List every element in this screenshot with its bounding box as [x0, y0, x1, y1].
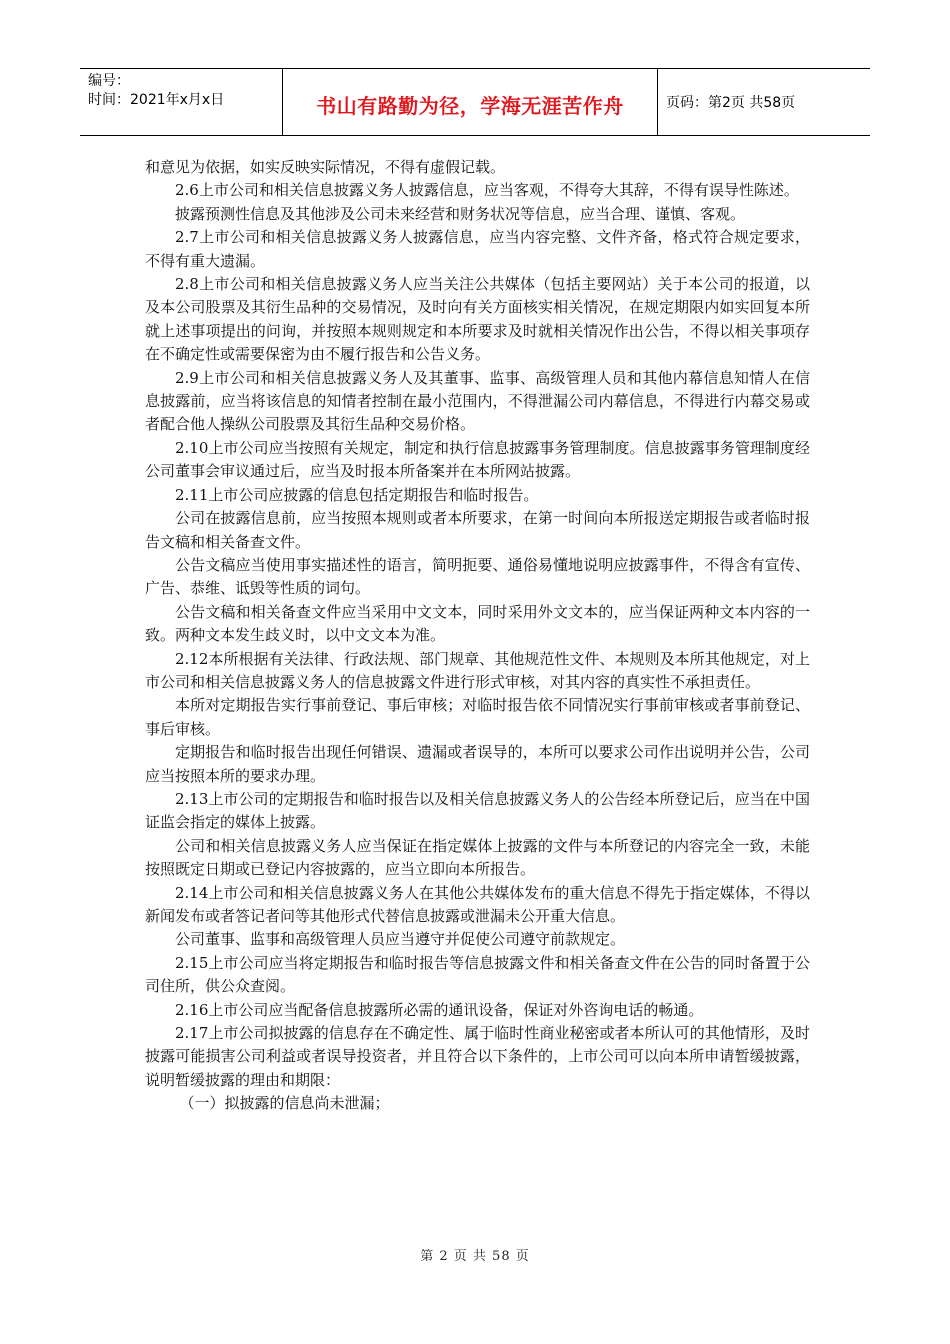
date-label: 时间：2021年x月x日: [88, 92, 225, 108]
paragraph: 2.11上市公司应披露的信息包括定期报告和临时报告。: [175, 485, 539, 504]
paragraph: 公司在披露信息前，应当按照本规则或者本所要求，在第一时间向本所报送定期报告或者临时报告文稿和相关备查文件。: [145, 509, 810, 551]
paragraph: 2.15上市公司应当将定期报告和临时报告等信息披露文件和相关备查文件在公告的同时备置于公司住所，供公众查阅。: [145, 953, 810, 996]
document-header: [80, 68, 870, 136]
header-page-info: 页码：第2页 共58页: [666, 95, 796, 111]
page-footer: 第 2 页 共 58 页: [420, 1249, 530, 1264]
header-left-cell: [80, 69, 282, 135]
paragraph: 2.9上市公司和相关信息披露义务人及其董事、监事、高级管理人员和其他内幕信息知情人在信息披露前，应当将该信息的知情者控制在最小范围内，不得泄漏公司内幕信息，不得进行内幕交易或者配合他人操纵公司股票及其衍生品种交易价格。: [145, 368, 810, 434]
paragraph: 2.6上市公司和相关信息披露义务人披露信息，应当客观，不得夸大其辞，不得有误导性陈述。: [175, 181, 799, 200]
number-label: 编号：: [88, 73, 130, 89]
paragraph: 公告文稿应当使用事实描述性的语言，简明扼要、通俗易懂地说明应披露事件，不得含有宣传、广告、恭维、诋毁等性质的词句。: [145, 555, 810, 598]
paragraph: 2.14上市公司和相关信息披露义务人在其他公共媒体发布的重大信息不得先于指定媒体，不得以新闻发布或者答记者问等其他形式代替信息披露或泄漏未公开重大信息。: [145, 883, 810, 925]
paragraph: 2.8上市公司和相关信息披露义务人应当关注公共媒体（包括主要网站）关于本公司的报道，以及本公司股票及其衍生品种的交易情况，及时向有关方面核实相关情况，在规定期限内如实回复本所就上述事项提出的问询，并按照本规则规定和本所要求及时就相关情况作出公告，不得以相关事项存在不确定性或需要保密为由不履行报告和公告义务。: [145, 275, 810, 364]
paragraph: 2.13上市公司的定期报告和临时报告以及相关信息披露义务人的公告经本所登记后，应当在中国证监会指定的媒体上披露。: [145, 789, 810, 832]
paragraph: 本所对定期报告实行事前登记、事后审核；对临时报告依不同情况实行事前审核或者事前登记、事后审核。: [145, 696, 810, 738]
paragraph: 披露预测性信息及其他涉及公司未来经营和财务状况等信息，应当合理、谨慎、客观。: [175, 204, 746, 223]
paragraph: 公司和相关信息披露义务人应当保证在指定媒体上披露的文件与本所登记的内容完全一致，未能按照既定日期或已登记内容披露的，应当立即向本所报告。: [145, 836, 810, 879]
paragraph: 公告文稿和相关备查文件应当采用中文文本，同时采用外文文本的，应当保证两种文本内容的一致。两种文本发生歧义时，以中文文本为准。: [145, 602, 810, 645]
list-item: （一）拟披露的信息尚未泄漏；: [179, 1094, 390, 1113]
paragraph: 2.12本所根据有关法律、行政法规、部门规章、其他规范性文件、本规则及本所其他规定，对上市公司和相关信息披露义务人的信息披露文件进行形式审核，对其内容的真实性不承担责任。: [145, 649, 810, 691]
paragraph: 2.7上市公司和相关信息披露义务人披露信息，应当内容完整、文件齐备，格式符合规定要求，不得有重大遗漏。: [145, 228, 810, 270]
paragraph: 2.16上市公司应当配备信息披露所必需的通讯设备，保证对外咨询电话的畅通。: [175, 1000, 704, 1019]
header-motto: 书山有路勤为径，学海无涯苦作舟: [282, 69, 658, 135]
paragraph: 公司董事、监事和高级管理人员应当遵守并促使公司遵守前款规定。: [175, 930, 626, 949]
document-body: [145, 156, 810, 1116]
paragraph: 2.10上市公司应当按照有关规定，制定和执行信息披露事务管理制度。信息披露事务管理制度经公司董事会审议通过后，应当及时报本所备案并在本所网站披露。: [145, 438, 810, 481]
paragraph: 定期报告和临时报告出现任何错误、遗漏或者误导的，本所可以要求公司作出说明并公告，公司应当按照本所的要求办理。: [145, 743, 810, 785]
paragraph: 和意见为依据，如实反映实际情况，不得有虚假记载。: [145, 158, 506, 176]
paragraph: 2.17上市公司拟披露的信息存在不确定性、属于临时性商业秘密或者本所认可的其他情形，及时披露可能损害公司利益或者误导投资者，并且符合以下条件的，上市公司可以向本所申请暂缓披露，说明暂缓披露的理由和期限：: [145, 1024, 810, 1089]
